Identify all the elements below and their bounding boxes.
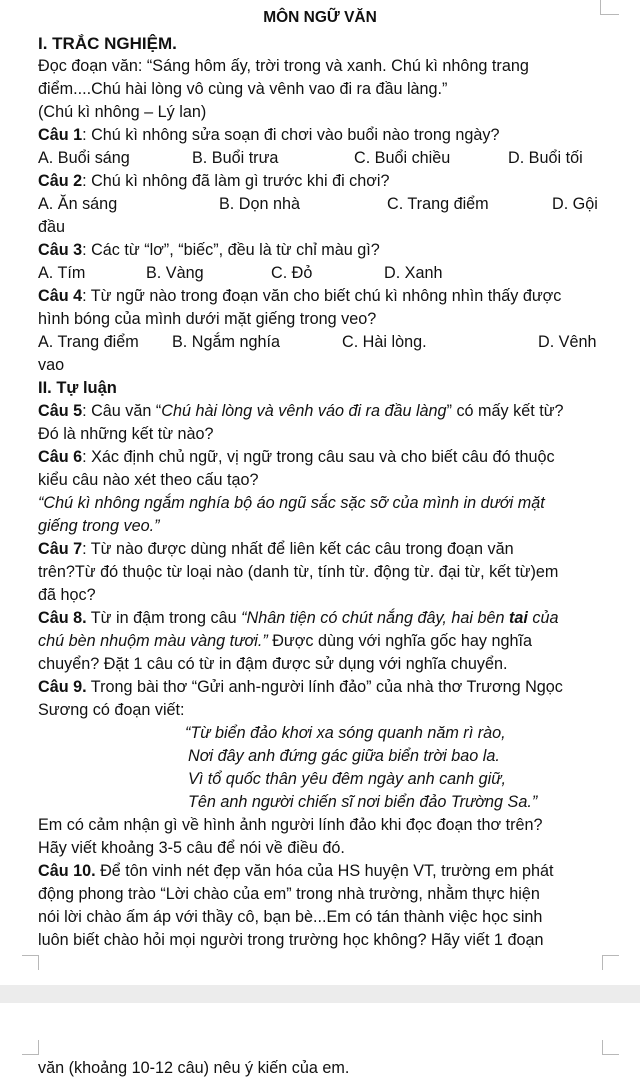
corner-mark-top-right bbox=[600, 0, 619, 15]
question-6 bbox=[38, 446, 602, 469]
question-3-options bbox=[38, 262, 602, 285]
question-10-line-3: nói lời chào ấm áp với thầy cô, bạn bè...Em có tán thành việc học sinh bbox=[38, 908, 543, 926]
question-label: Câu 4 bbox=[38, 287, 83, 305]
corner-mark-page2-right bbox=[602, 1040, 619, 1055]
option-b: B. Ngắm nghía bbox=[172, 333, 280, 351]
option-b: B. Dọn nhà bbox=[219, 195, 300, 213]
question-5-line-2: Đó là những kết từ nào? bbox=[38, 425, 214, 443]
passage-line-2: điểm....Chú hài lòng vô cùng và vênh vao đi ra đầu làng.” bbox=[38, 80, 448, 98]
question-label: Câu 8. bbox=[38, 609, 87, 627]
question-text-end: ” có mấy kết từ? bbox=[446, 402, 564, 420]
question-2 bbox=[38, 170, 602, 193]
question-text: Trong bài thơ “Gửi anh-người lính đảo” của nhà thơ Trương Ngọc bbox=[86, 678, 563, 696]
question-1-options bbox=[38, 147, 602, 170]
question-4-line-2: hình bóng của mình dưới mặt giếng trong veo? bbox=[38, 310, 377, 328]
question-label: Câu 2 bbox=[38, 172, 83, 190]
page-gap bbox=[0, 985, 640, 1003]
passage-line-1 bbox=[38, 55, 602, 78]
question-text-cont: Được dùng với nghĩa gốc hay nghĩa bbox=[267, 632, 532, 650]
bold-word: tai bbox=[509, 609, 528, 627]
question-2-options bbox=[38, 193, 602, 216]
question-4-option-continuation: vao bbox=[38, 356, 65, 374]
question-6-quote-1: “Chú kì nhông ngắm nghía bộ áo ngũ sắc sặc sỡ của mình in dưới mặt bbox=[38, 494, 545, 512]
question-1 bbox=[38, 124, 602, 147]
question-7-line-2: trên?Từ đó thuộc từ loại nào (danh từ, tính từ. động từ. đại từ, kết từ)em bbox=[38, 563, 559, 581]
quoted-sentence-end: của bbox=[527, 609, 559, 627]
question-label: Câu 1 bbox=[38, 126, 83, 144]
quoted-sentence-cont: chú bèn nhuộm màu vàng tươi.” bbox=[38, 632, 268, 650]
poem-line-4: Tên anh người chiến sĩ nơi biển đảo Trường Sa.” bbox=[188, 793, 538, 811]
option-d: D. Xanh bbox=[384, 264, 443, 282]
question-9-prompt-2: Hãy viết khoảng 3-5 câu để nói về điều đó. bbox=[38, 839, 345, 857]
question-label: Câu 3 bbox=[38, 241, 83, 259]
option-c: C. Trang điểm bbox=[387, 195, 489, 213]
question-8 bbox=[38, 607, 602, 630]
question-text: : Từ nào được dùng nhất để liên kết các câu trong đoạn văn bbox=[82, 540, 514, 558]
option-b: B. Buổi trưa bbox=[192, 149, 279, 167]
question-text: : Chú kì nhông đã làm gì trước khi đi chơi? bbox=[82, 172, 390, 190]
corner-mark-bottom-right bbox=[602, 955, 619, 970]
question-4 bbox=[38, 285, 602, 308]
question-10-line-5: văn (khoảng 10-12 câu) nêu ý kiến của em. bbox=[38, 1059, 350, 1077]
quoted-sentence: “Nhân tiện có chút nắng đây, hai bên bbox=[241, 609, 509, 627]
question-text: Từ in đậm trong câu bbox=[86, 609, 242, 627]
question-text: : Các từ “lơ”, “biếc”, đều là từ chỉ màu gì? bbox=[82, 241, 380, 259]
question-label: Câu 7 bbox=[38, 540, 83, 558]
question-text: : Câu văn “ bbox=[82, 402, 162, 420]
option-a: A. Trang điểm bbox=[38, 333, 139, 351]
question-3 bbox=[38, 239, 602, 262]
question-text: : Từ ngữ nào trong đoạn văn cho biết chú kì nhông nhìn thấy được bbox=[82, 287, 562, 305]
question-7 bbox=[38, 538, 602, 561]
passage-source: (Chú kì nhông – Lý lan) bbox=[38, 103, 207, 121]
option-d: D. Vênh bbox=[538, 333, 597, 351]
option-c: C. Đỏ bbox=[271, 264, 313, 282]
question-9-prompt-1: Em có cảm nhận gì về hình ảnh người lính đảo khi đọc đoạn thơ trên? bbox=[38, 816, 543, 834]
option-a: A. Tím bbox=[38, 264, 86, 282]
poem-line-1: “Từ biển đảo khơi xa sóng quanh năm rì rào, bbox=[185, 724, 506, 742]
question-6-quote-2: giếng trong veo.” bbox=[38, 517, 160, 535]
question-9-line-2: Sương có đoạn viết: bbox=[38, 701, 185, 719]
question-text: Để tôn vinh nét đẹp văn hóa của HS huyện VT, trường em phát bbox=[95, 862, 554, 880]
question-text: : Chú kì nhông sửa soạn đi chơi vào buổi nào trong ngày? bbox=[82, 126, 500, 144]
option-c: C. Buổi chiều bbox=[354, 149, 451, 167]
corner-mark-page2-left bbox=[22, 1040, 39, 1055]
poem-line-3: Vì tổ quốc thân yêu đêm ngày anh canh giữ, bbox=[188, 770, 507, 788]
passage-text: Đọc đoạn văn: “Sáng hôm ấy, trời trong và xanh. Chú kì nhông trang bbox=[38, 57, 529, 75]
question-5 bbox=[38, 400, 602, 423]
option-d: D. Gội bbox=[552, 195, 598, 213]
question-6-line-2: kiểu câu nào xét theo cấu tạo? bbox=[38, 471, 259, 489]
corner-mark-bottom-left bbox=[22, 955, 39, 970]
section-heading-multiple-choice: I. TRẮC NGHIỆM. bbox=[38, 34, 177, 53]
question-label: Câu 9. bbox=[38, 678, 87, 696]
option-d: D. Buổi tối bbox=[508, 149, 583, 167]
quoted-sentence: Chú hài lòng và vênh váo đi ra đầu làng bbox=[161, 402, 447, 420]
question-4-options bbox=[38, 331, 602, 354]
poem-line-2: Nơi đây anh đứng gác giữa biển trời bao la. bbox=[188, 747, 500, 765]
question-10-line-4: luôn biết chào hỏi mọi người trong trường học không? Hãy viết 1 đoạn bbox=[38, 931, 544, 949]
question-text: : Xác định chủ ngữ, vị ngữ trong câu sau và cho biết câu đó thuộc bbox=[82, 448, 555, 466]
question-8-line-2 bbox=[38, 630, 602, 653]
option-a: A. Ăn sáng bbox=[38, 195, 118, 213]
option-b: B. Vàng bbox=[146, 264, 204, 282]
option-c: C. Hài lòng. bbox=[342, 333, 427, 351]
question-8-line-3: chuyển? Đặt 1 câu có từ in đậm được sử dụng với nghĩa chuyển. bbox=[38, 655, 508, 673]
question-7-line-3: đã học? bbox=[38, 586, 96, 604]
question-10 bbox=[38, 860, 602, 883]
section-heading-essay: II. Tự luận bbox=[38, 379, 117, 397]
question-label: Câu 6 bbox=[38, 448, 83, 466]
question-label: Câu 5 bbox=[38, 402, 83, 420]
page-title: MÔN NGỮ VĂN bbox=[263, 9, 377, 26]
option-a: A. Buổi sáng bbox=[38, 149, 130, 167]
question-10-line-2: động phong trào “Lời chào của em” trong nhà trường, nhằm thực hiện bbox=[38, 885, 540, 903]
question-9 bbox=[38, 676, 602, 699]
question-2-option-continuation: đầu bbox=[38, 218, 66, 236]
question-label: Câu 10. bbox=[38, 862, 96, 880]
